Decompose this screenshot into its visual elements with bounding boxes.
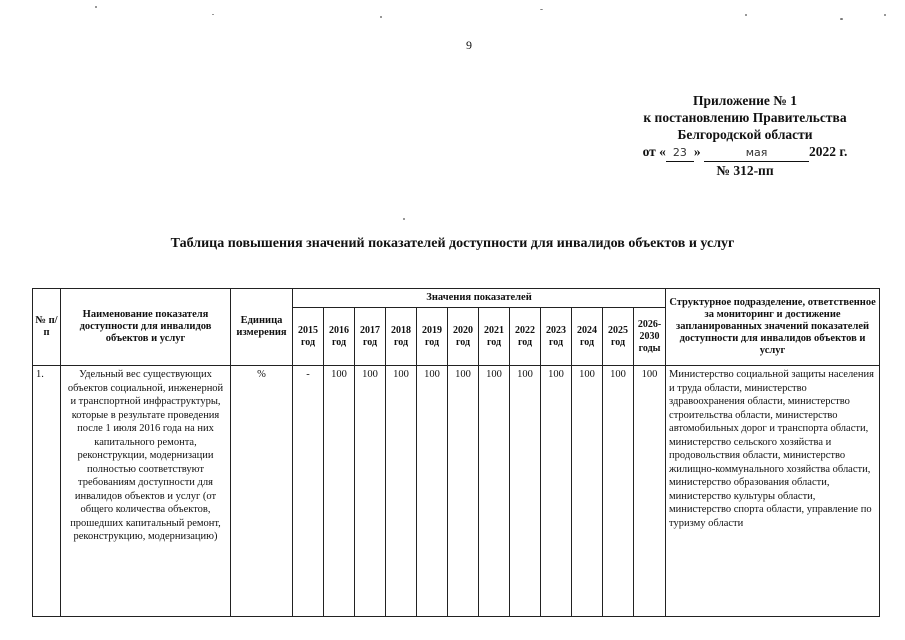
- document-title: Таблица повышения значений показателей доступности для инвалидов объектов и услуг: [170, 236, 735, 251]
- table-row: [33, 366, 880, 617]
- header-year: 2016 год: [324, 308, 355, 366]
- scan-speck: [380, 16, 382, 18]
- row-num: 1.: [33, 366, 61, 617]
- date-mid: »: [693, 144, 701, 159]
- header-unit: Единица измерения: [231, 289, 293, 366]
- header-year: 2024 год: [572, 308, 603, 366]
- row-indicator-name: Удельный вес существующих объектов социальной, инженерной и транспортной инфраструктуры, которые в результате проведения после 1 июля 2016 года на них капитального ремонта, реконструкции, модернизации полностью соответствуют требованиям доступности для инвалидов объектов и услуг (от общего количества объектов, прошедших капитальный ремонт, реконструкцию, модернизацию): [61, 366, 231, 617]
- row-value: 100: [541, 366, 572, 617]
- row-responsible: Министерство социальной защиты населения и труда области, министерство здравоохранения области, министерство строительства области, министерство автомобильных дорог и транспорта области, министерство сельского хозяйства и продовольствия области, министерство жилищно-коммунального хозяйства области, министерство образования области, министерство культуры области, министерство спорта области, управление по туризму области: [666, 366, 880, 617]
- indicators-table: [32, 288, 880, 617]
- scan-speck: [403, 218, 405, 220]
- row-value: 100: [603, 366, 634, 617]
- date-month: мая: [704, 144, 809, 162]
- row-unit: %: [231, 366, 293, 617]
- row-value: -: [293, 366, 324, 617]
- header-year: 2015 год: [293, 308, 324, 366]
- header-year: 2018 год: [386, 308, 417, 366]
- row-value: 100: [417, 366, 448, 617]
- scan-speck: [840, 18, 843, 20]
- appendix-date-line: [620, 143, 870, 162]
- row-value: 100: [572, 366, 603, 617]
- header-year: 2022 год: [510, 308, 541, 366]
- header-indicator-name: Наименование показателя доступности для инвалидов объектов и услуг: [61, 289, 231, 366]
- header-values-group: Значения показателей: [293, 289, 666, 308]
- row-value: 100: [448, 366, 479, 617]
- header-responsible: Структурное подразделение, ответственное за мониторинг и достижение запланированных значений показателей доступности для инвалидов объектов и услуг: [666, 289, 880, 366]
- header-year: 2017 год: [355, 308, 386, 366]
- date-year: 2022 г.: [809, 144, 848, 159]
- appendix-region-line: Белгородской области: [677, 127, 813, 142]
- scan-speck: [212, 14, 214, 15]
- scan-speck: [540, 9, 543, 10]
- header-num: № п/п: [33, 289, 61, 366]
- date-prefix: от «: [642, 144, 666, 159]
- appendix-title: Приложение № 1: [693, 93, 797, 108]
- row-value: 100: [386, 366, 417, 617]
- scan-speck: [95, 6, 97, 8]
- header-year: 2021 год: [479, 308, 510, 366]
- row-value: 100: [634, 366, 666, 617]
- scan-speck: [884, 14, 886, 16]
- number-value: 312-пп: [733, 163, 774, 178]
- appendix-number-line: [620, 162, 870, 179]
- header-year: 2025 год: [603, 308, 634, 366]
- header-year: 2023 год: [541, 308, 572, 366]
- appendix-resolution-line: к постановлению Правительства: [643, 110, 847, 125]
- scan-speck: [745, 14, 747, 16]
- row-value: 100: [479, 366, 510, 617]
- header-year: 2026-2030 годы: [634, 308, 666, 366]
- page-number: 9: [466, 38, 472, 52]
- number-prefix: №: [716, 163, 730, 178]
- row-value: 100: [355, 366, 386, 617]
- header-year: 2019 год: [417, 308, 448, 366]
- header-year: 2020 год: [448, 308, 479, 366]
- appendix-block: [620, 92, 870, 179]
- row-value: 100: [324, 366, 355, 617]
- date-day: 23: [666, 144, 694, 162]
- row-value: 100: [510, 366, 541, 617]
